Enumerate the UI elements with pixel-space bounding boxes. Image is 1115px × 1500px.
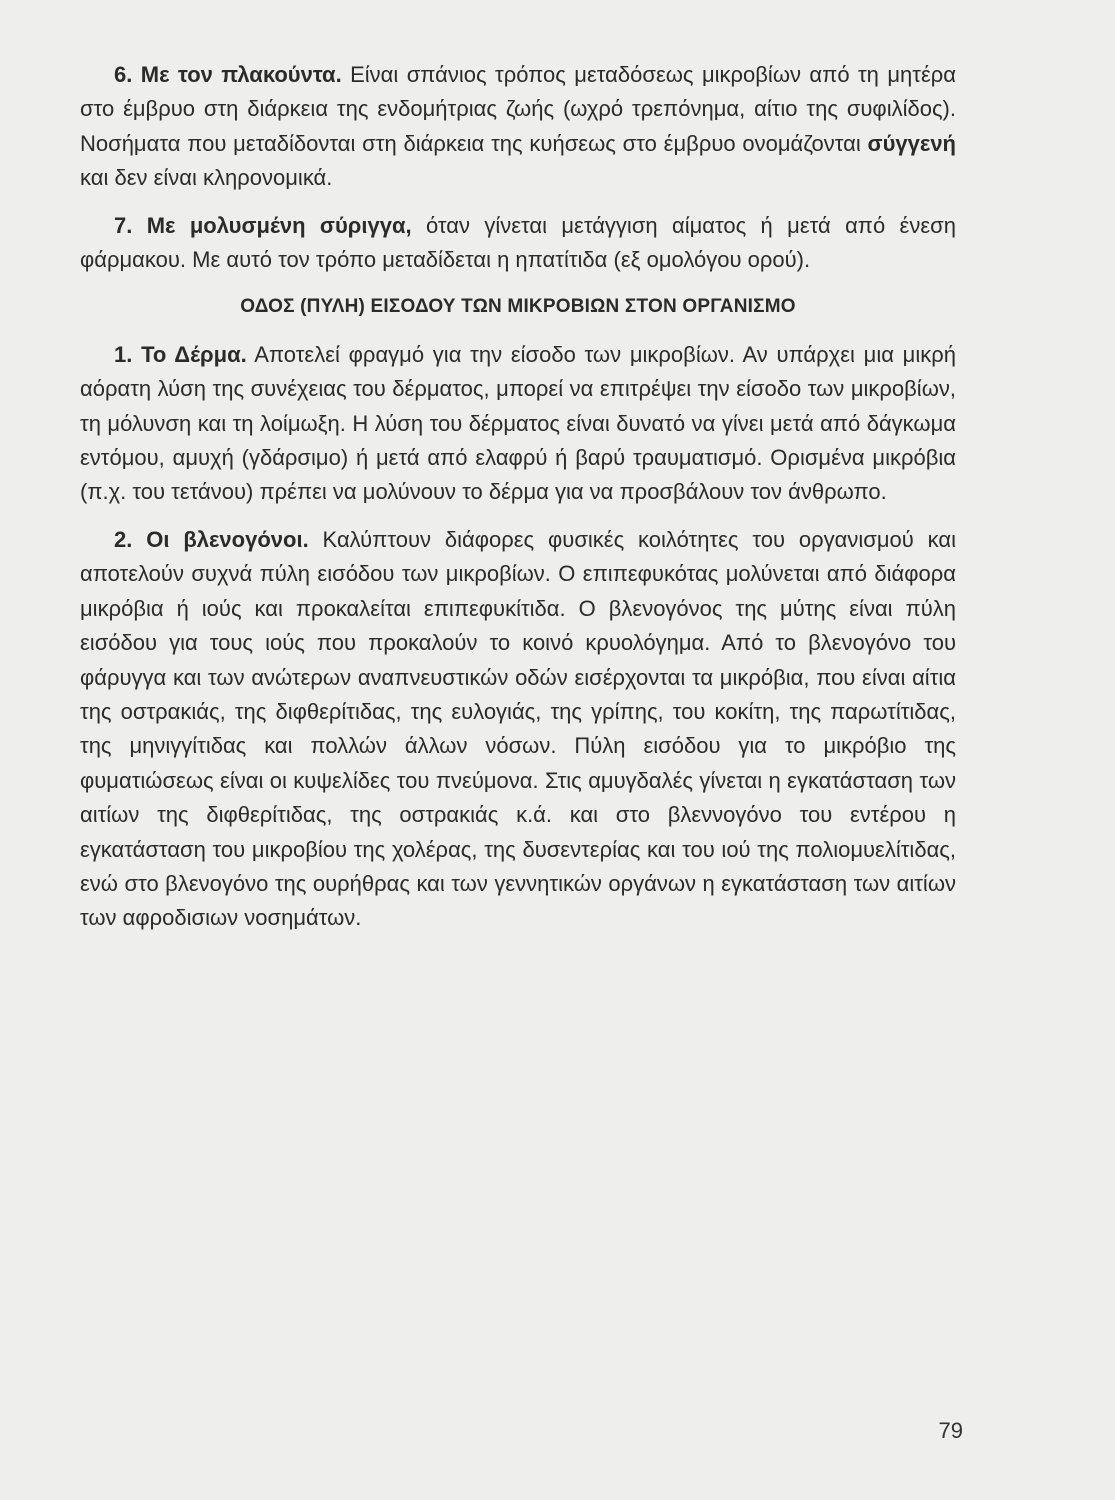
paragraph-mucosa-number: 2. <box>114 526 133 552</box>
paragraph-6-bold-term: σύγγενή <box>867 130 956 156</box>
paragraph-6-lead: Με τον πλακούντα. <box>140 62 342 87</box>
paragraph-mucosa-lead: Οι βλενογόνοι. <box>146 526 309 552</box>
paragraph-6-number: 6. <box>114 62 133 87</box>
section-heading: ΟΔΟΣ (ΠΥΛΗ) ΕΙΣΟΔΟΥ ΤΩΝ ΜΙΚΡΟΒΙΩΝ ΣΤΟΝ ΟΡΓΑΝΙΣΜΟ <box>240 296 796 318</box>
paragraph-7 <box>80 209 956 278</box>
paragraph-6-text-a: Είναι σπάνιος τρόπος μεταδόσεως μικροβίων από τη μητέρα στο έμβρυο στη διάρκεια της ενδομήτριας ζωής (ωχρό τρεπόνημα, αίτιο της συφιλίδος). Νοσήματα που μεταδίδονται στη διάρκεια της κυήσεως στο έμβρυο ονομάζονται <box>80 62 956 156</box>
paragraph-skin-lead: Το Δέρμα. <box>141 341 247 367</box>
paragraph-7-number: 7. <box>114 212 133 238</box>
paragraph-skin-text: Αποτελεί φραγμό για την είσοδο των μικροβίων. Αν υπάρχει μια μικρή αόρατη λύση της συνέχειας του δέρματος, μπορεί να επιτρέψει την είσοδο των μικροβίων, τη μόλυνση και τη λοίμωξη. Η λύση του δέρματος είναι δυνατό να γίνει μετά από δάγκωμα εντόμου, αμυχή (γδάρσιμο) ή μετά από ελαφρύ ή βαρύ τραυματισμό. Ορισμένα μικρόβια (π.χ. του τετάνου) πρέπει να μολύνουν το δέρμα για να προσβάλουν τον άνθρωπο. <box>80 341 956 505</box>
paragraph-7-text: όταν γίνεται μετάγγιση αίματος ή μετά από ένεση φάρμακου. Με αυτό τον τρόπο μεταδίδεται η ηπατίτιδα (εξ ομολόγου ορού). <box>80 212 956 273</box>
body-text <box>80 58 956 936</box>
paragraph-skin-number: 1. <box>114 341 133 367</box>
paragraph-7-lead: Με μολυσμένη σύριγγα, <box>146 212 412 238</box>
paragraph-mucosa <box>80 523 956 936</box>
paragraph-skin <box>80 338 956 510</box>
page-number: 79 <box>938 1418 963 1443</box>
paragraph-6 <box>80 58 956 196</box>
paragraph-mucosa-text: Καλύπτουν διάφορες φυσικές κοιλότητες του οργανισμού και αποτελούν συχνά πύλη εισόδου των μικροβίων. Ο επιπεφυκότας μολύνεται από διάφορα μικρόβια ή ιούς και προκαλείται επιπεφυκίτιδα. Ο βλενογόνος της μύτης είναι πύλη εισόδου για τους ιούς που προκαλούν το κοινό κρυολόγημα. Από το βλενογόνο του φάρυγγα και των ανώτερων αναπνευστικών οδών εισέρχονται τα μικρόβια, που είναι αίτια της οστρακιάς, της διφθερίτιδας, της ευλογιάς, της γρίπης, του κοκίτη, της παρωτίτιδας, της μηνιγγίτιδας και πολλών άλλων νόσων. Πύλη εισόδου για το μικρόβιο της φυματιώσεως είναι οι κυψελίδες του πνεύμονα. Στις αμυγδαλές γίνεται η εγκατάσταση των αιτίων της διφθερίτιδας, της οστρακιάς κ.ά. και στο βλεννογόνο του εντέρου η εγκατάσταση του μικροβίου της χολέρας, της δυσεντερίας και του ιού της πολιομυελίτιδας, ενώ στο βλενογόνο της ουρήθρας και των γεννητικών οργάνων η εγκατάσταση των αιτίων των αφροδισιων νοσημάτων. <box>80 526 956 931</box>
paragraph-6-text-b: και δεν είναι κληρονομικά. <box>80 165 333 191</box>
